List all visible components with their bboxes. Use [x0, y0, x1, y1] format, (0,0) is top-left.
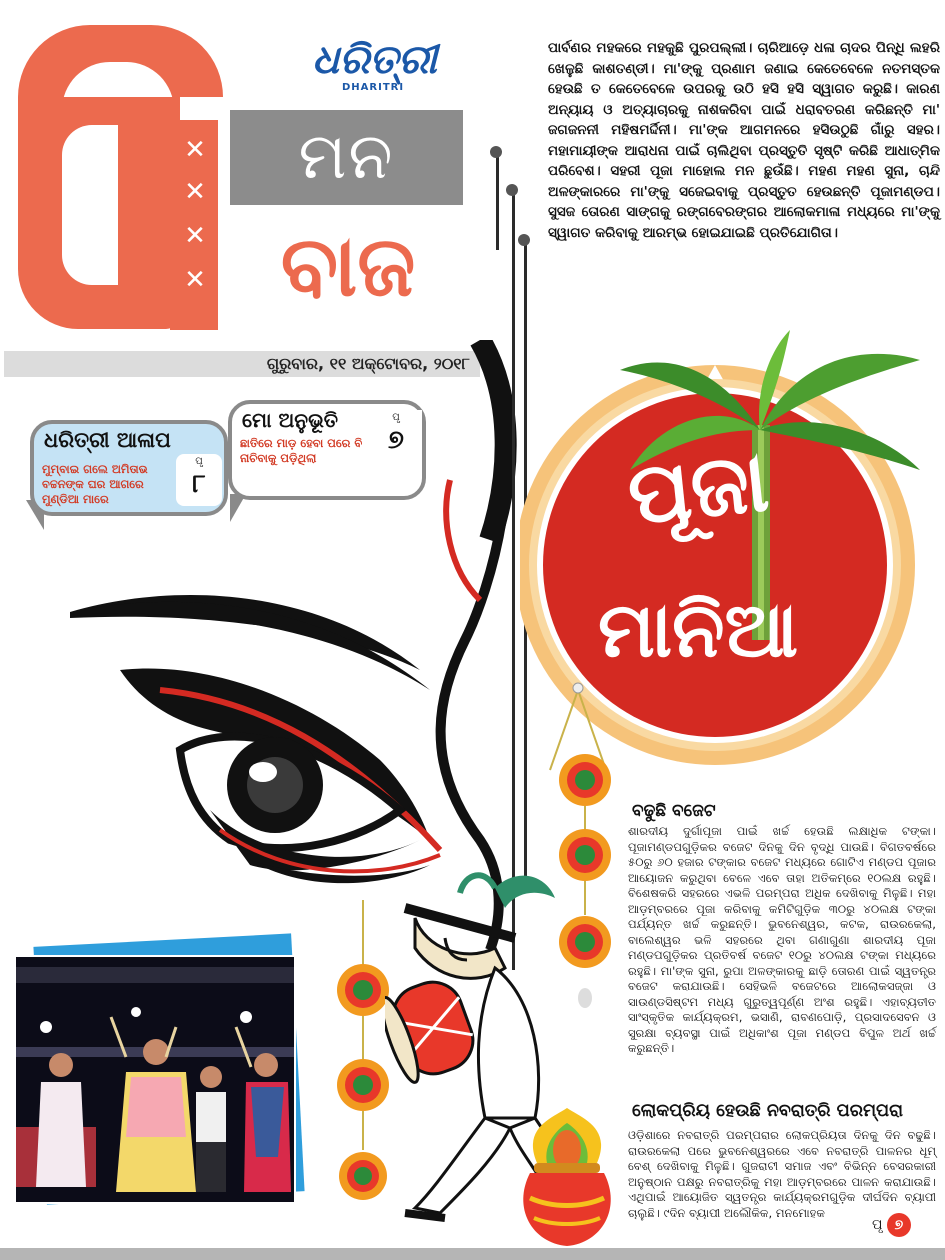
logo-text: ଧରିତ୍ରୀ	[312, 37, 437, 83]
decor-rod	[512, 190, 515, 970]
bubble-anubhuti-page	[370, 410, 422, 476]
date-bar: ଗୁରୁବାର, ୧୧ ଅକ୍ଟୋବର, ୨୦୧୮	[4, 351, 480, 377]
page-number: ୮	[192, 469, 206, 499]
dharitri-logo[interactable]	[312, 37, 437, 106]
bottom-rule	[0, 1248, 945, 1260]
bubble-alaap-page	[176, 454, 222, 506]
masthead-letter-inner	[62, 125, 118, 285]
feature-title-line2: ମାନିଆ	[597, 585, 799, 674]
bubble-anubhuti-title: ମୋ ଅନୁଭୂତି	[242, 408, 339, 432]
budget-heading: ବଢୁଛି ବଜେଟ	[632, 801, 716, 821]
bubble-alaap[interactable]	[30, 420, 228, 516]
x-decoration: ✕	[184, 135, 206, 165]
page-number: ୭	[887, 1213, 911, 1237]
masthead-word-mana: ମନ	[230, 110, 463, 205]
dance-photo	[14, 955, 296, 1204]
masthead-word-bajaja: ବାଜ	[280, 217, 416, 315]
page-prefix: ପୃ	[195, 456, 203, 467]
bubble-anubhuti-text: ଛାତିରେ ମାଡ଼ ହେବା ପରେ ବି ନାଚିବାକୁ ପଡ଼ିଥିଲା	[240, 436, 363, 465]
decor-bead	[506, 184, 518, 196]
budget-text: ଶାରଦୀୟ ଦୁର୍ଗାପୂଜା ପାଇଁ ଖର୍ଚ୍ଚ ହେଉଛି ଲକ୍ଷାଧିକ ଟଙ୍କା। ପୂଜାମଣ୍ଡପଗୁଡ଼ିକର ବଜେଟ ଦିନକୁ ଦିନ ବୃଦ୍ଧି ପାଉଛି। ବିଗତବର୍ଷରେ ୫୦ରୁ ୬୦ ହଜାର ଟଙ୍କାର ବଜେଟ ମଧ୍ୟରେ ଗୋଟିଏ ମଣ୍ଡପ ପୂଜାର ଆୟୋଜନ କରୁଥିବା ବେଳେ ଏବେ ତାହା ଅତିକମ୍‌ରେ ୧୦ଲକ୍ଷ ରହୁଛି। ବିଶେଷକରି ସହରରେ ଏଭଳି ପରମ୍ପରା ଅଧିକ ଦେଖିବାକୁ ମିଳୁଛି। ମହା ଆଡ଼ମ୍ବରରେ ପୂଜା କରିବାକୁ କମିଟିଗୁଡ଼ିକ ୩୦ରୁ ୪୦ଲକ୍ଷ ଟଙ୍କା ପର୍ଯ୍ୟନ୍ତ ଖର୍ଚ୍ଚ କରୁଛନ୍ତି। ଭୁବନେଶ୍ୱର, କଟକ, ରାଉରକେଲା, ବାଲେଶ୍ୱର ଭଳି ସହରରେ ଥିବା ଗଣାଗୁଣା ଶାରଦୀୟ ପୂଜା ମଣ୍ଡପଗୁଡ଼ିକର ପ୍ରତିବର୍ଷ ବଜେଟ ୧୦ରୁ ୪୦ଲକ୍ଷ ଟଙ୍କା ମଧ୍ୟରେ ରହୁଛି। ମା'ଙ୍କ ସୁନା, ରୁପା ଅଳଙ୍କାରକୁ ଛାଡ଼ି ତୋରଣ ପାଇଁ ସ୍ୱତନ୍ତ୍ର ବଜେଟ କରାଯାଉଛି। ସେହିଭଳି ବଜେଟରେ ଆଲୋକସଜ୍ଜା ଓ ସାଉଣ୍ଡସିଷ୍ଟମ ମଧ୍ୟ ଗୁରୁତ୍ୱପୂର୍ଣ୍ଣ ଅଂଶ ରହୁଛି। ଏହାବ୍ୟତୀତ ସାଂସ୍କୃତିକ କାର୍ଯ୍ୟକ୍ରମ, ଭସାଣି, ରାବଣପୋଡ଼ି, ପ୍ରସାଦସେବନ ଓ ସୁରକ୍ଷା ବ୍ୟବସ୍ଥା ପାଇଁ ଅଧିକାଂଶ ପୂଜା ମଣ୍ଡପ ବିପୁଳ ଅର୍ଥ ଖର୍ଚ୍ଚ କରୁଛନ୍ତି।	[628, 824, 936, 1055]
decor-rod	[496, 150, 499, 250]
bubble-anubhuti[interactable]	[228, 400, 426, 500]
x-decoration: ✕	[184, 177, 206, 207]
decor-bead	[490, 146, 502, 158]
page-prefix: ପୃ	[872, 1217, 883, 1233]
dance-photo-image	[16, 957, 294, 1202]
kalash-icon	[512, 1108, 622, 1248]
bubble-alaap-text: ମୁମ୍ବାଇ ଗଲେ ଅମିତାଭ ବଚ୍ଚନଙ୍କ ଘର ଆଗରେ ମୁଣ୍ଡିଆ ମାରେ	[42, 462, 148, 506]
continued-page-link[interactable]	[872, 1212, 934, 1238]
navaratri-text: ଓଡ଼ିଶାରେ ନବରାତ୍ରି ପରମ୍ପରାର ଲୋକପ୍ରିୟତା ଦିନକୁ ଦିନ ବଢୁଛି। ରାଉରକେଲା ପରେ ଭୁବନେଶ୍ୱରରେ ଏବେ ନବରାତ୍ରି ପାଳନର ଧୂମ୍ ବେଶ୍ ଦେଖିବାକୁ ମିଳୁଛି। ଗୁଜରାଟୀ ସମାଜ ଏବଂ ବିଭିନ୍ନ ବେସରକାରୀ ଅନୁଷ୍ଠାନ ପକ୍ଷରୁ ନବରାତ୍ରିକୁ ମହା ଆଡ଼ମ୍ବରରେ ପାଳନ କରାଯାଉଛି। ଏଥିପାଇଁ ଆୟୋଜିତ ସ୍ୱତନ୍ତ୍ର କାର୍ଯ୍ୟକ୍ରମଗୁଡ଼ିକ ଦୀର୍ଘଦିନ ବ୍ୟାପୀ ଚାଲୁଛି। ୯ଦିନ ବ୍ୟାପୀ ଅଲୌକିକ, ମନମୋହକ	[628, 1128, 936, 1220]
intro-paragraph: ପାର୍ବଣର ମହକରେ ମହକୁଛି ପୁରପଲ୍ଲୀ। ଚାରିଆଡ଼େ ଧଳା ଚାଦର ପିନ୍ଧି ଲହରି ଖେଳୁଛି କାଶତଣ୍ଡୀ। ମା'ଙ୍କୁ ପ୍ରଣାମ ଜଣାଇ କେତେବେଳେ ନତମସ୍ତକ ହେଉଛି ତ କେତେବେଳେ ଉପରକୁ ଉଠି ହସି ହସି ସ୍ୱାଗତ କରୁଛି। କାରଣ ଅନ୍ୟାୟ ଓ ଅତ୍ୟାଚାରକୁ ନାଶକରିବା ପାଇଁ ଧରାବତରଣ କରିଛନ୍ତି ମା' ଜଗଜନନୀ ମହିଷମର୍ଦ୍ଦିନୀ। ମା'ଙ୍କ ଆଗମନରେ ହସିଉଠୁଛି ଗାଁରୁ ସହର। ମହାମାୟୀଙ୍କ ଆରାଧନା ପାଇଁ ଚାଲିଥିବା ପ୍ରସ୍ତୁତି ସୃଷ୍ଟି କରିଛି ଆଧାତ୍ମିକ ପରିବେଶ। ସହରୀ ପୂଜା ମାହୋଲ ମନ ଛୁଉଁଛି। ମହଣ ମହଣ ସୁନା, ଚାନ୍ଦି ଅଳଙ୍କାରରେ ମା'ଙ୍କୁ ସଜେଇବାକୁ ପ୍ରସ୍ତୁତ ହେଉଛନ୍ତି ପୂଜାମଣ୍ଡପ। ସୁସଜ ତୋରଣ ସାଙ୍ଗକୁ ରଙ୍ଗବେରଙ୍ଗର ଆଲୋକମାଳା ମଧ୍ୟରେ ମା'ଙ୍କୁ ସ୍ୱାଗତ କରିବାକୁ ଆରମ୍ଭ ହୋଇଯାଇଛି ପ୍ରତିଯୋଗିତା।	[548, 40, 940, 241]
bubble-alaap-title: ଧରିତ୍ରୀ ଆଳାପ	[44, 428, 171, 452]
page-number: ୭	[388, 425, 404, 455]
page-prefix: ପୃ	[392, 412, 400, 423]
feature-title-line1: ପୂଜା	[623, 431, 773, 545]
logo-subtext: DHARITRI	[342, 82, 405, 93]
navaratri-heading: ଲୋକପ୍ରିୟ ହେଉଛି ନବରାତ୍ରି ପରମ୍ପରା	[632, 1101, 904, 1121]
decor-bead	[518, 234, 530, 246]
x-decoration: ✕	[184, 265, 206, 295]
x-decoration: ✕	[184, 221, 206, 251]
